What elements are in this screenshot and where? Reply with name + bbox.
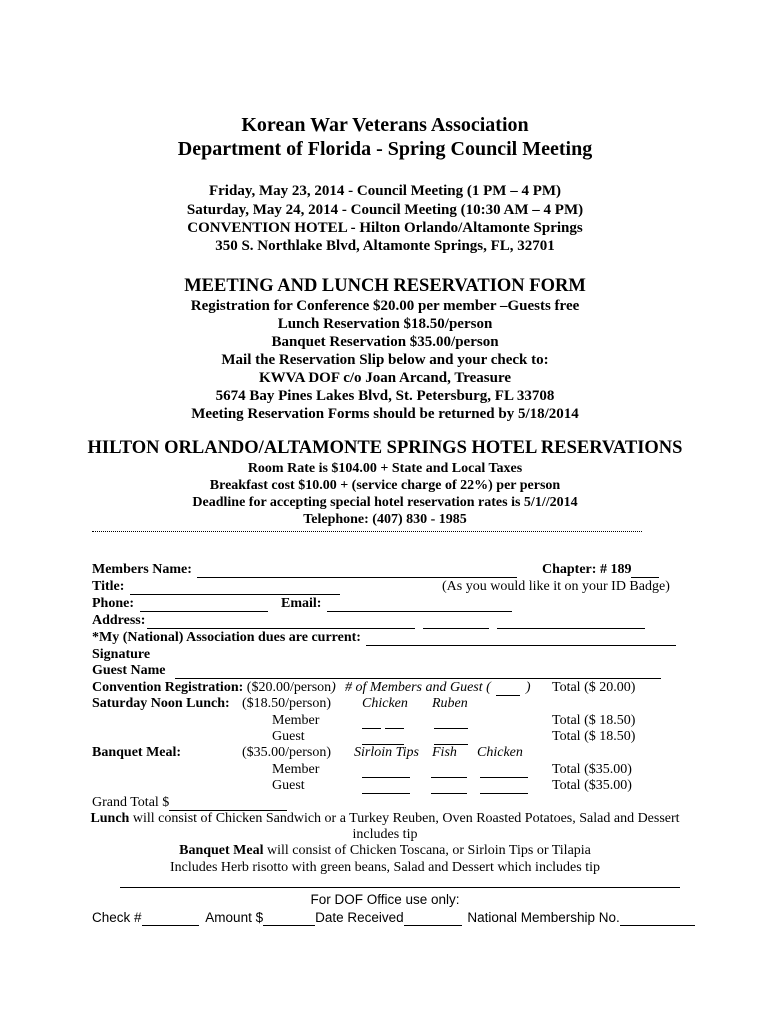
chapter-field[interactable] [631,563,659,578]
check-number-field[interactable] [142,911,199,926]
banquet-guest-chicken-field[interactable] [480,779,528,794]
hotel-line: Telephone: (407) 830 - 1985 [303,512,467,527]
phone-label: Phone: [92,596,134,611]
lunch-price: ($18.50/person) [242,696,332,711]
banquet-member-fish-field[interactable] [431,763,467,778]
convention-price: ($20.00/person [246,680,332,695]
lunch-label: Saturday Noon Lunch: [92,696,230,711]
date-received-field[interactable] [404,911,462,926]
cut-line [92,530,642,532]
email-field[interactable] [327,597,512,612]
date-line-saturday: Saturday, May 24, 2014 - Council Meeting (10:30 AM – 4 PM) [186,202,584,218]
banquet-member-chicken-field[interactable] [480,763,528,778]
banquet-price: ($35.00/person) [242,745,332,760]
dues-label: *My (National) Association dues are current: [92,630,361,645]
grand-total-field[interactable] [169,796,287,811]
reservation-line: Meeting Reservation Forms should be returned by 5/18/2014 [191,406,579,422]
address-city-field[interactable] [423,614,489,629]
lunch-total-guest: Total ($ 18.50) [552,729,636,744]
banquet-guest-sirloin-field[interactable] [362,779,410,794]
lunch-note-tip: includes tip [352,827,418,842]
title-field[interactable] [130,580,340,595]
signature-label: Signature [92,647,151,662]
banquet-guest-fish-field[interactable] [431,779,467,794]
convention-count-field[interactable] [496,681,520,696]
convention-total: Total ($ 20.00) [552,680,636,695]
document-subtitle: Department of Florida - Spring Council Meeting [177,138,593,160]
office-heading: For DOF Office use only: [310,892,460,907]
lunch-member-chicken-field[interactable] [362,714,381,729]
chapter-label: Chapter: [542,562,597,577]
lunch-note-text: will consist of Chicken Sandwich or a Turkey Reuben, Oven Roasted Potatoes, Salad and Dessert [132,811,680,826]
lunch-guest-label: Guest [272,729,305,744]
lunch-member-chicken-field[interactable] [385,714,404,729]
members-name-row [92,562,519,578]
banquet-guest-label: Guest [272,778,305,793]
hotel-name-line: CONVENTION HOTEL - Hilton Orlando/Altamonte Springs [187,220,583,236]
lunch-total-member: Total ($ 18.50) [552,713,636,728]
reservation-line: Banquet Reservation $35.00/person [271,334,499,350]
dues-field[interactable] [366,631,676,646]
phone-field[interactable] [140,597,268,612]
guest-name-field[interactable] [175,664,661,679]
title-hint: (As you would like it on your ID Badge) [442,579,670,594]
date-line-friday: Friday, May 23, 2014 - Council Meeting (1 PM – 4 PM) [208,183,562,199]
convention-count: # of Members and Guest ( ) [345,680,531,695]
hotel-line: Room Rate is $104.00 + State and Local Taxes [247,461,523,476]
title-label: Title: [92,579,125,594]
banquet-label: Banquet Meal: [92,745,182,760]
reservation-line: Registration for Conference $20.00 per member –Guests free [190,298,580,314]
grand-total-label: Grand Total $ [92,795,170,810]
lunch-member-chicken [362,713,404,729]
reservation-line: Lunch Reservation $18.50/person [277,316,493,332]
guest-name-label: Guest Name [92,663,166,678]
lunch-guest-ruben-field[interactable] [434,730,468,745]
banquet-note [0,843,770,859]
lunch-option-ruben: Ruben [432,696,468,711]
reservation-heading: MEETING AND LUNCH RESERVATION FORM [184,276,586,296]
hotel-line: Breakfast cost $10.00 + (service charge of 22%) per person [209,478,561,493]
banquet-member-label: Member [272,762,320,777]
title-row [92,579,342,595]
lunch-guest-chicken-field[interactable] [362,730,404,745]
banquet-option-chicken: Chicken [477,745,523,760]
reservation-line: KWVA DOF c/o Joan Arcand, Treasure [259,370,511,386]
office-divider [120,886,680,888]
reservation-line: 5674 Bay Pines Lakes Blvd, St. Petersburg, FL 33708 [215,388,555,404]
convention-label: Convention Registration: [92,680,244,695]
banquet-note-text: will consist of Chicken Toscana, or Sirloin Tips or Tilapia [267,843,591,858]
grand-total-row [92,795,287,811]
address-label: Address: [92,613,146,628]
banquet-option-fish: Fish [432,745,457,760]
address-row [92,613,647,629]
chapter-prefix: # 189 [599,562,632,577]
dues-row [92,630,678,646]
membership-label: National Membership No. [467,910,620,925]
date-received-label: Date Received [315,910,404,925]
membership-number-field[interactable] [620,911,695,926]
lunch-member-ruben-field[interactable] [434,714,468,729]
document-title: Korean War Veterans Association [241,114,529,136]
convention-row: Convention Registration: ($20.00/person) [92,680,336,695]
guest-name-row [92,663,663,679]
banquet-note-includes: Includes Herb risotto with green beans, Salad and Dessert which includes tip [169,860,600,875]
lunch-member-label: Member [272,713,320,728]
lunch-note-bold: Lunch [90,811,130,826]
amount-field[interactable] [263,911,315,926]
banquet-member-sirloin-field[interactable] [362,763,410,778]
banquet-option-sirloin: Sirloin Tips [354,745,419,760]
office-row [92,910,695,926]
check-label: Check # [92,910,142,925]
lunch-note [0,811,770,827]
members-name-label: Members Name: [92,562,192,577]
lunch-option-chicken: Chicken [362,696,408,711]
address-zip-field[interactable] [497,614,645,629]
amount-label: Amount $ [205,910,264,925]
convention-count-label: # of Members and Guest ( [345,680,491,695]
banquet-note-bold: Banquet Meal [179,843,264,858]
address-street-field[interactable] [147,614,415,629]
email-label: Email: [281,596,322,611]
banquet-total-member: Total ($35.00) [552,762,632,777]
phone-email-row [92,596,514,612]
hotel-heading: HILTON ORLANDO/ALTAMONTE SPRINGS HOTEL RESERVATIONS [87,438,683,458]
banquet-total-guest: Total ($35.00) [552,778,632,793]
members-name-field[interactable] [197,563,517,578]
reservation-line: Mail the Reservation Slip below and your check to: [221,352,549,368]
hotel-line: Deadline for accepting special hotel reservation rates is 5/1//2014 [192,495,578,510]
hotel-address-line: 350 S. Northlake Blvd, Altamonte Springs, FL, 32701 [215,238,555,254]
chapter-row [542,562,661,578]
